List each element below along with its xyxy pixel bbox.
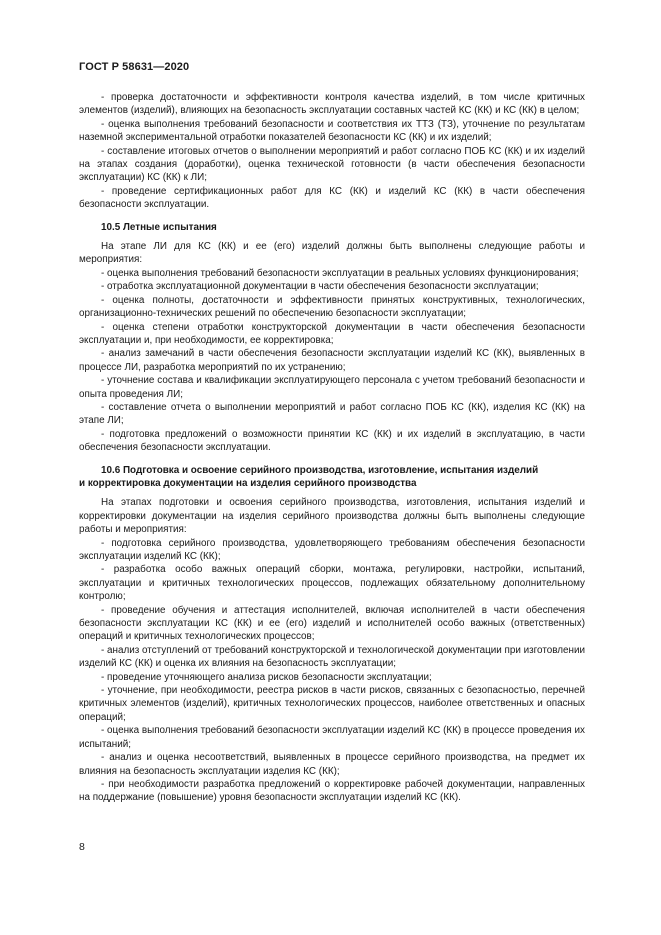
section-10-6-item-4: - анализ отступлений от требований конструкторской и технологической документации при изготовлении изделий КС (КК) и оценка их влияния на безопасность эксплуатации;	[79, 644, 585, 670]
document-body	[79, 91, 585, 805]
intro-item-2: - оценка выполнения требований безопасности и соответствия их ТТЗ (ТЗ), уточнение по результатам наземной экспериментальной отработки показателей безопасности КС (КК) и их изделий;	[79, 118, 585, 144]
section-10-5-heading	[79, 221, 585, 234]
section-10-5-item-3: - оценка полноты, достаточности и эффективности принятых конструктивных, технологических, организационно-технических решений по обеспечению безопасности эксплуатации;	[79, 294, 585, 320]
section-10-6-lead: На этапах подготовки и освоения серийного производства, изготовления, испытания изделий и корректировки документации на изделия серийного производства должны быть выполнены следующие работы и мероприятия:	[79, 497, 585, 536]
section-10-5-item-5: - анализ замечаний в части обеспечения безопасности эксплуатации изделий КС (КК), выявленных в процессе ЛИ, разработка мероприятий по их устранению;	[79, 348, 585, 373]
section-10-6-item-9: - при необходимости разработка предложений о корректировке рабочей документации, направленных на поддержание (повышение) уровня безопасности эксплуатации изделий КС (КК).	[79, 778, 585, 804]
section-10-5-item-6: - уточнение состава и квалификации эксплуатирующего персонала с учетом требований безопасности и опыта проведения ЛИ;	[79, 375, 585, 400]
section-10-5-item-4: - оценка степени отработки конструкторской документации в части обеспечения безопасности эксплуатации и, при необходимости, ее корректировка;	[79, 321, 585, 346]
section-10-5-item-2: - отработка эксплуатационной документации в части обеспечения безопасности эксплуатации;	[101, 281, 539, 293]
section-10-6-item-6: - уточнение, при необходимости, реестра рисков в части рисков, связанных с безопасностью, перечней критичных элементов (изделий), критичных технологических процессов, наиболее ответственных и опасных операций;	[79, 685, 585, 723]
section-10-6-item-8: - анализ и оценка несоответствий, выявленных в процессе серийного производства, на предмет их влияния на безопасность эксплуатации изделия КС (КК);	[79, 752, 585, 777]
section-10-6-item-2: - разработка особо важных операций сборки, монтажа, регулировки, настройки, испытаний, эксплуатации и критичных технологических процессов, подлежащих обязательному дополнительному контролю;	[79, 564, 585, 603]
section-10-5-item-1: - оценка выполнения требований безопасности эксплуатации в реальных условиях функционирования;	[101, 267, 579, 279]
intro-item-4: - проведение сертификационных работ для КС (КК) и изделий КС (КК) в части обеспечения безопасности эксплуатации.	[79, 185, 585, 211]
intro-item-3: - составление итоговых отчетов о выполнении мероприятий и работ согласно ПОБ КС (КК) и их изделий на этапах создания (доработки), оценка технической готовности (в части обеспечения безопасности эксплуатации) КС (КК) к ЛИ;	[79, 145, 585, 184]
section-10-6-item-1: - подготовка серийного производства, удовлетворяющего требованиям обеспечения безопасности эксплуатации изделий КС (КК);	[79, 537, 585, 562]
section-10-6-title-line-2: и корректировка документации на изделия серийного производства	[79, 477, 417, 489]
section-10-6-heading	[79, 464, 585, 491]
section-10-6-item-3: - проведение обучения и аттестация исполнителей, включая исполнителей в части обеспечения безопасности эксплуатации КС (КК) и ее (его) изделий и исполнителей особо важных (ответственных) операций и критичных технологических процессов;	[79, 604, 585, 643]
section-10-5-title: 10.5 Летные испытания	[101, 221, 217, 233]
section-10-6-item-5: - проведение уточняющего анализа рисков безопасности эксплуатации;	[101, 671, 432, 683]
document-header: ГОСТ Р 58631—2020	[79, 61, 190, 73]
section-10-6-item-7: - оценка выполнения требований безопасности эксплуатации изделий КС (КК) в процессе проведения их испытаний;	[79, 725, 585, 750]
section-10-6-title-line-1: 10.6 Подготовка и освоение серийного производства, изготовление, испытания изделий	[101, 464, 539, 476]
section-10-5-item-7: - составление отчета о выполнении мероприятий и работ согласно ПОБ КС (КК), изделия КС (КК) на этапе ЛИ;	[79, 401, 585, 427]
section-10-5-item-8: - подготовка предложений о возможности принятии КС (КК) и их изделий в эксплуатацию, в части обеспечения безопасности эксплуатации.	[79, 428, 585, 454]
page-number: 8	[79, 841, 85, 853]
section-10-5-lead: На этапе ЛИ для КС (КК) и ее (его) изделий должны быть выполнены следующие работы и мероприятия:	[79, 241, 585, 266]
intro-item-1: - проверка достаточности и эффективности контроля качества изделий, в том числе критичных элементов (изделий), влияющих на безопасность эксплуатации составных частей КС (КК) и КС (КК) в целом;	[79, 92, 585, 117]
